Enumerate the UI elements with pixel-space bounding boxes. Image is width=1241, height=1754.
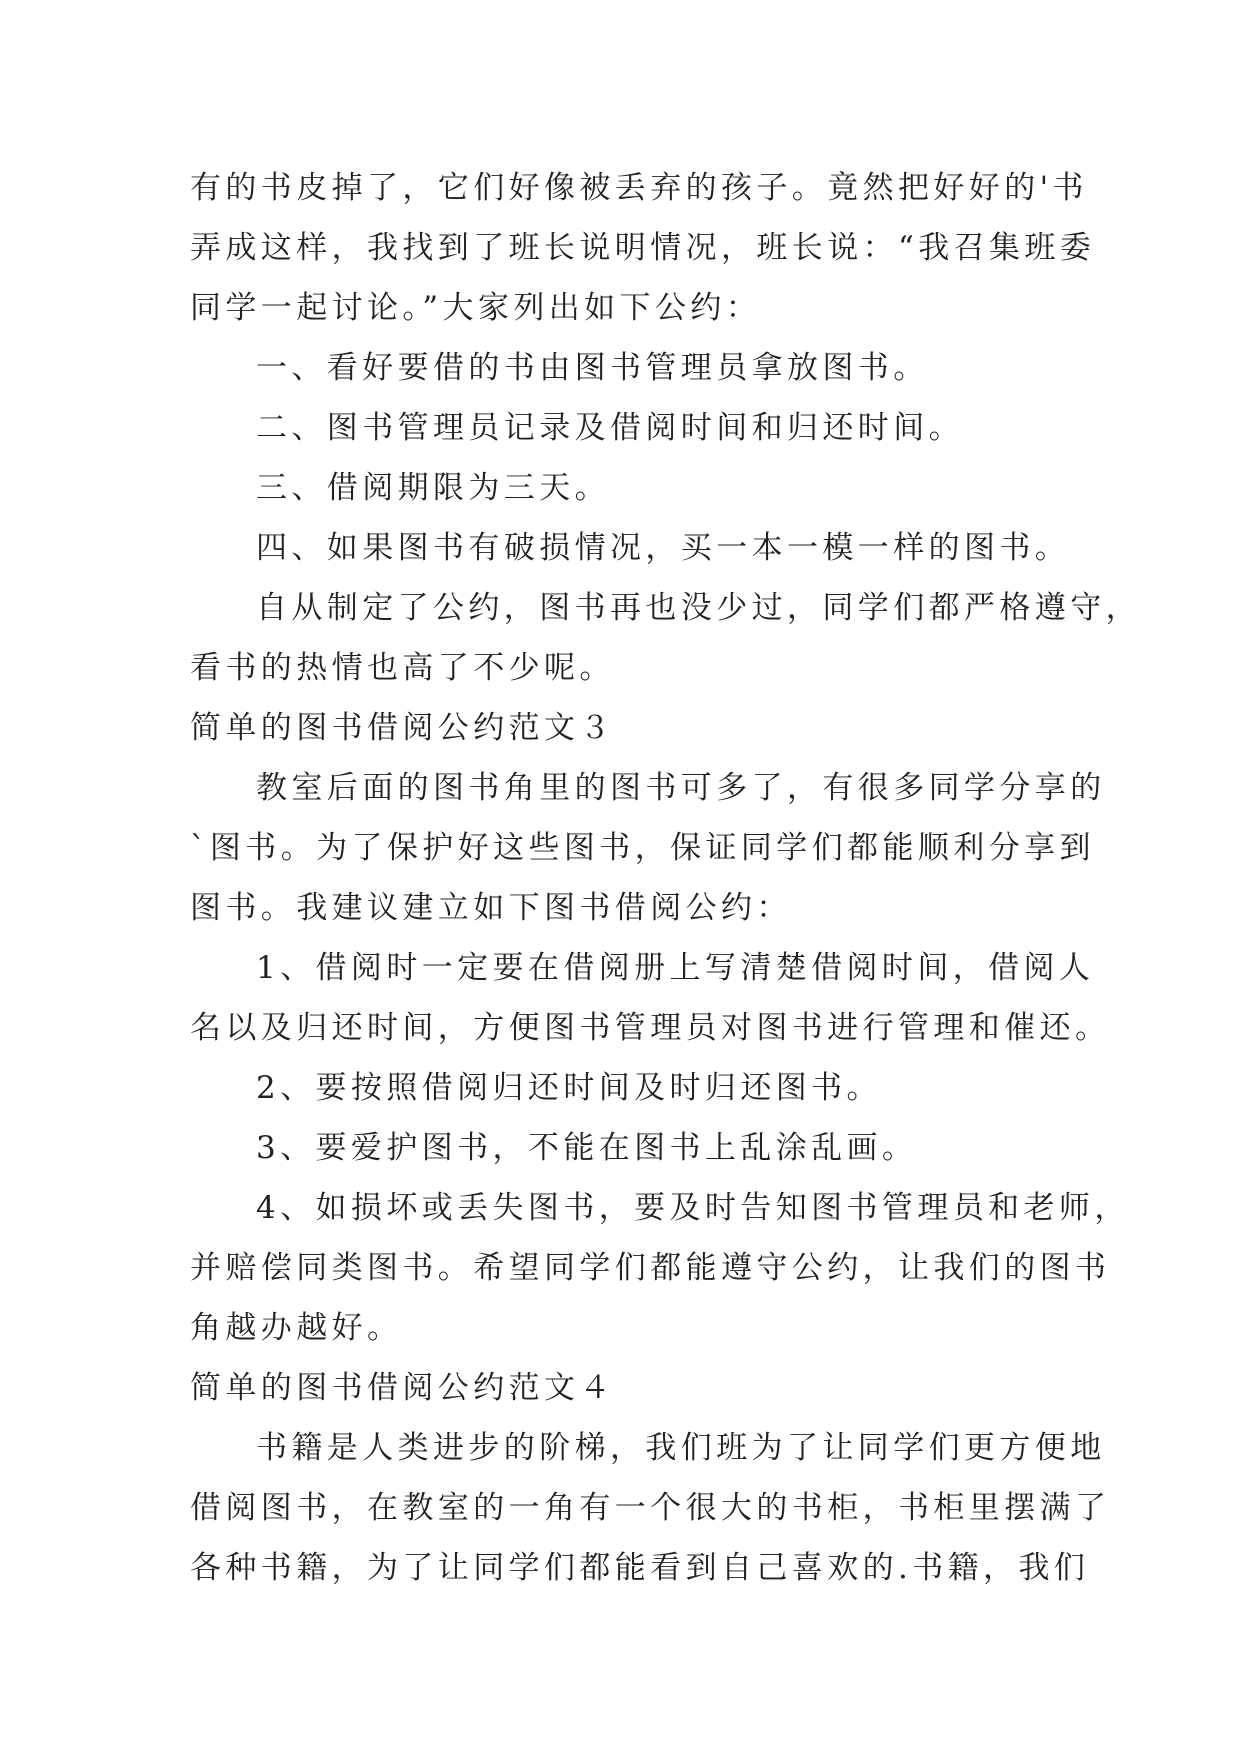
body-line: 图书。我建议建立如下图书借阅公约： [190,890,792,926]
body-line: 弄成这样，我找到了班长说明情况，班长说：“我召集班委 [190,230,1096,266]
body-line: 角越办越好。 [190,1310,403,1346]
document-body [190,158,1141,1598]
body-line: 教室后面的图书角里的图书可多了，有很多同学分享的 [256,770,1106,806]
rule-item: 4、如损坏或丢失图书，要及时告知图书管理员和老师， [256,1190,1130,1226]
section-heading: 简单的图书借阅公约范文３ [190,710,615,746]
rule-item: 三、借阅期限为三天。 [256,470,610,506]
body-line: 借阅图书，在教室的一角有一个很大的书柜，书柜里摆满了 [190,1490,1111,1526]
section-heading: 简单的图书借阅公约范文４ [190,1370,615,1406]
body-line: 看书的热情也高了不少呢。 [190,650,615,686]
body-line: 并赔偿同类图书。希望同学们都能遵守公约，让我们的图书 [190,1250,1111,1286]
rule-item: 3、要爱护图书，不能在图书上乱涂乱画。 [256,1130,918,1166]
body-line: 书籍是人类进步的阶梯，我们班为了让同学们更方便地 [256,1430,1106,1466]
rule-item: 一、看好要借的书由图书管理员拿放图书。 [256,350,929,386]
body-line: `图书。为了保护好这些图书，保证同学们都能顺利分享到 [190,830,1095,866]
body-line: 各种书籍，为了让同学们都能看到自己喜欢的.书籍，我们 [190,1550,1090,1586]
rule-item: 二、图书管理员记录及借阅时间和归还时间。 [256,410,964,446]
rule-item: 2、要按照借阅归还时间及时归还图书。 [256,1070,882,1106]
rule-item: 1、借阅时一定要在借阅册上写清楚借阅时间，借阅人 [256,950,1095,986]
body-line: 同学一起讨论。”大家列出如下公约： [190,290,762,326]
body-line: 自从制定了公约，图书再也没少过，同学们都严格遵守， [256,590,1141,626]
rule-item: 四、如果图书有破损情况，买一本一模一样的图书。 [256,530,1071,566]
body-line: 名以及归还时间，方便图书管理员对图书进行管理和催还。 [190,1010,1111,1046]
body-line: 有的书皮掉了，它们好像被丢弃的孩子。竟然把好好的'书 [190,170,1088,206]
